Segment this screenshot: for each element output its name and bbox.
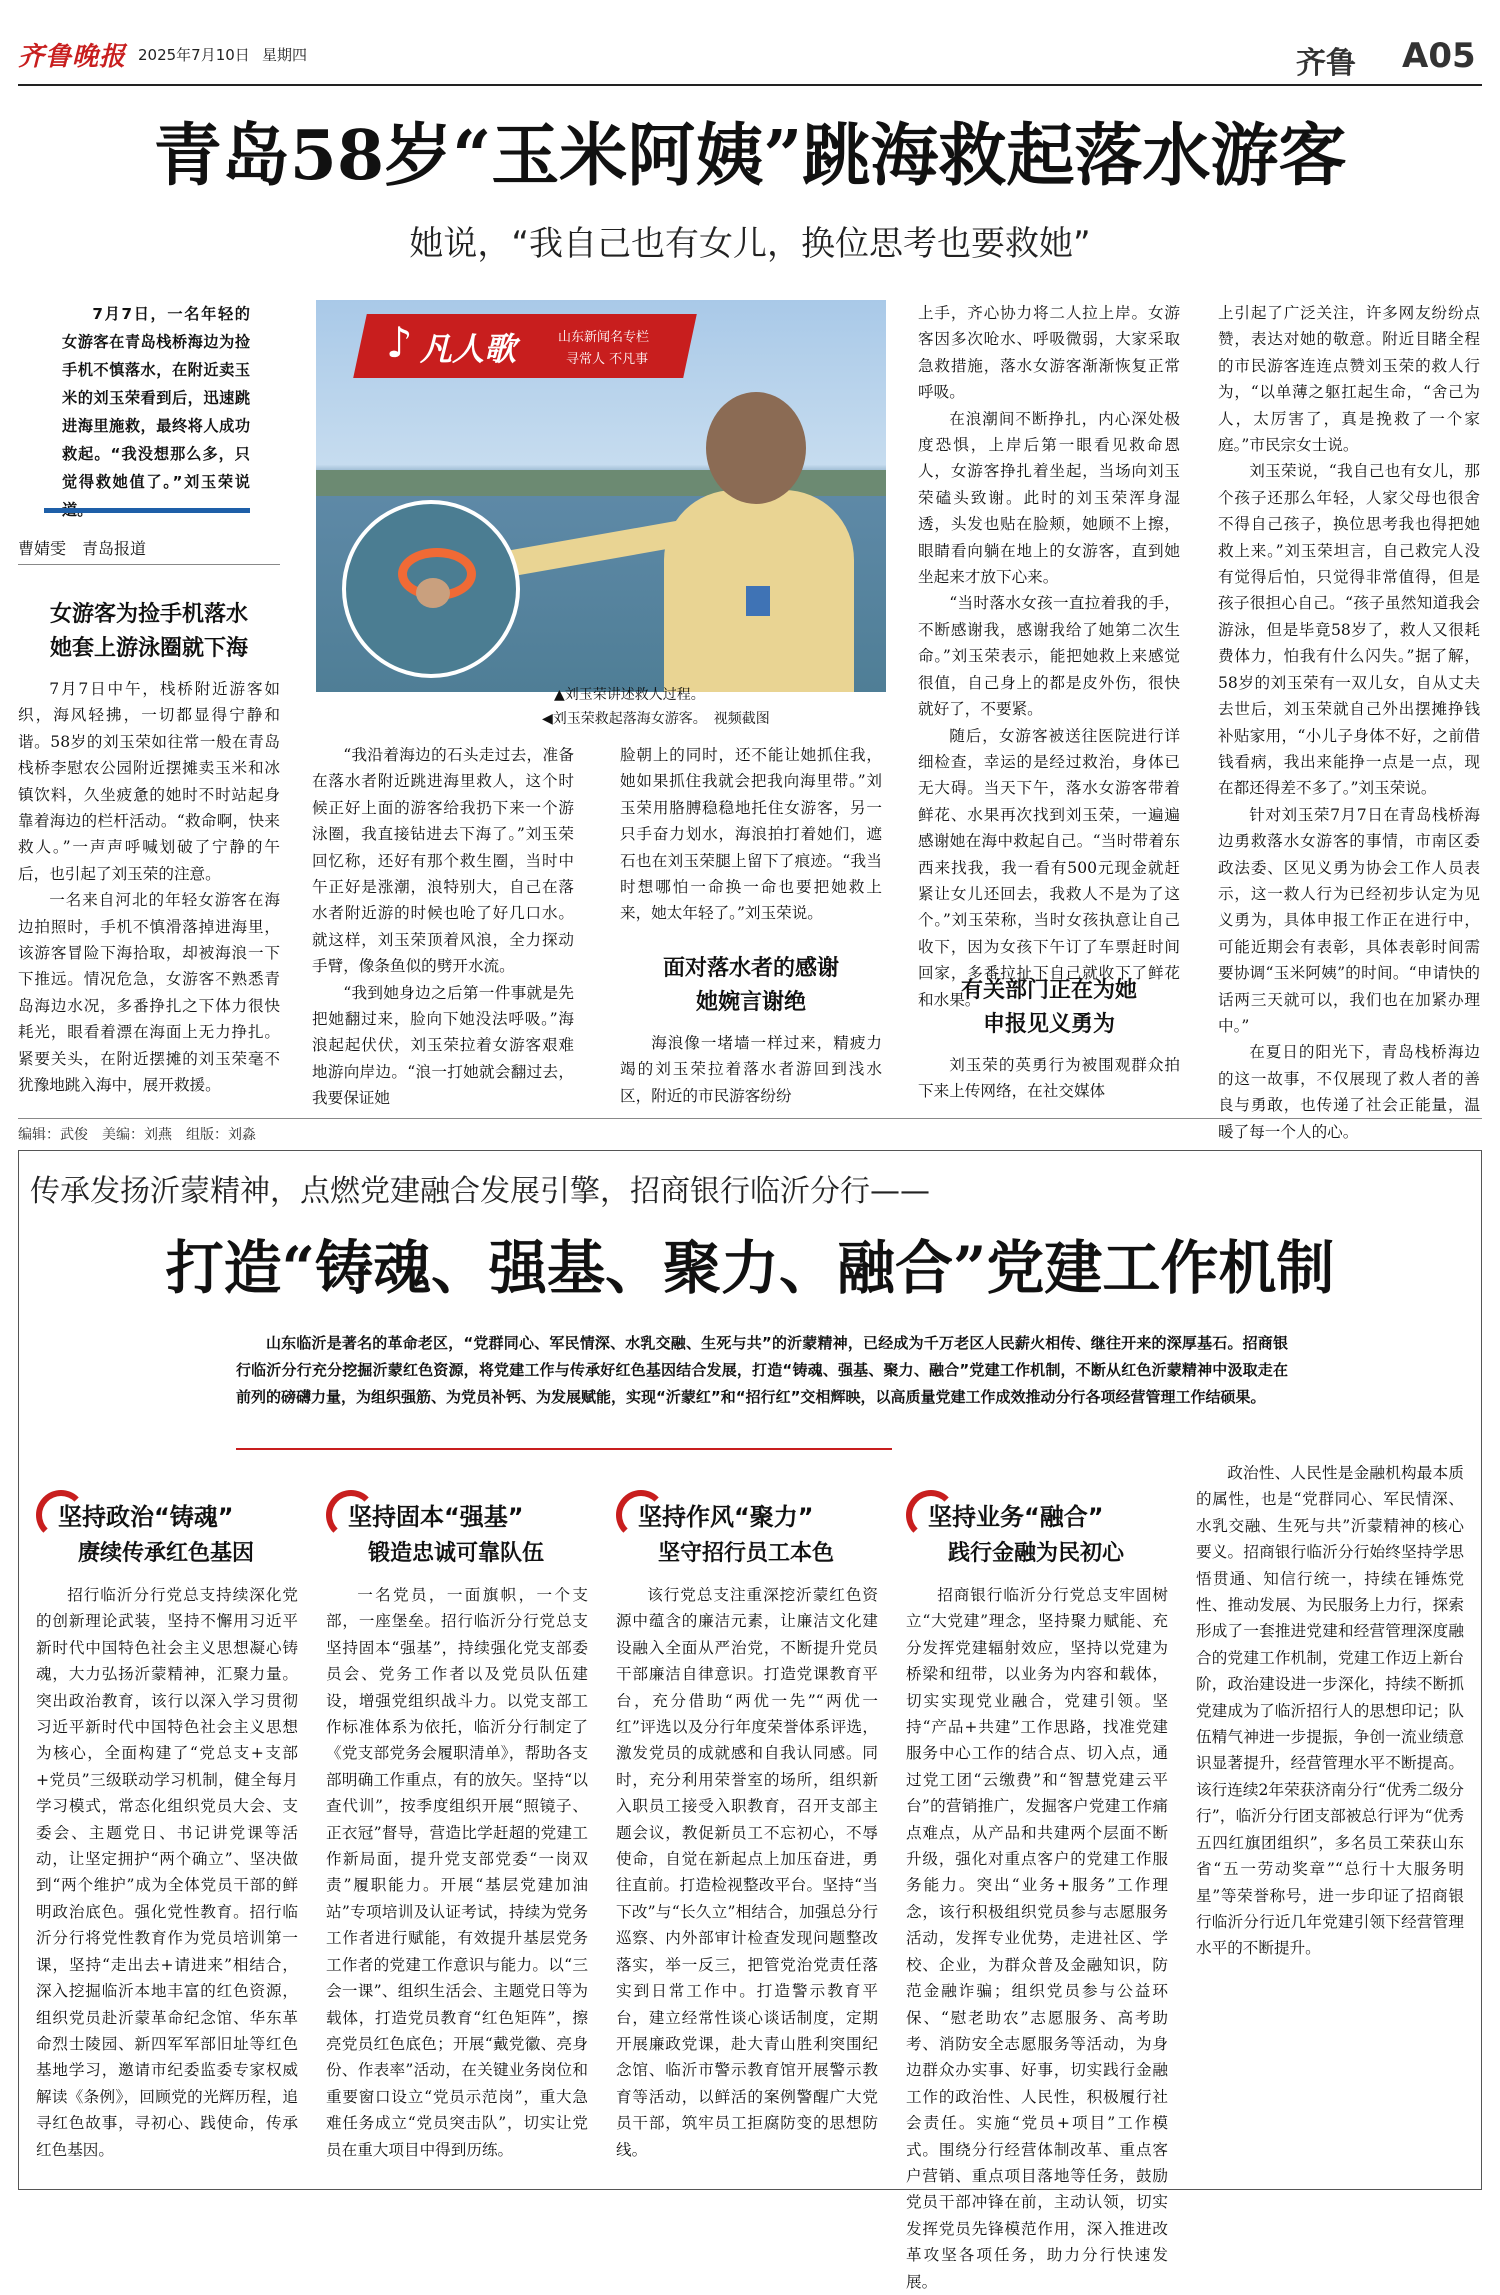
story1-subheadline: 她说，“我自己也有女儿，换位思考也要救她”	[409, 224, 1091, 264]
paragraph: 随后，女游客被送往医院进行详细检查，幸运的是经过救治，身体已无大碍。当天下午，落水女游客带着鲜花、水果再次找到刘玉荣，一遍遍感谢她在海中救起自己。“当时带着东西来找我，我一看有500元现金就赶紧让女儿还回去，我救人不是为了这个。”刘玉荣称，当时女孩执意让自己收下，因为女孩下午订了车票赶时间回家，多番拉扯下自己就收下了鲜花和水果。	[918, 726, 1180, 1009]
paragraph: 针对刘玉荣7月7日在青岛栈桥海边勇救落水女游客的事情，市南区委政法委、区见义勇为协会工作人员表示，这一救人行为已经初步认定为见义勇为，具体申报工作正在进行中，可能近期会有表彰，具体表彰时间需要协调“玉米阿姨”的时间。“申请快的话两三天就可以，我们也在加紧办理中。”	[1218, 805, 1480, 1035]
story1-column-2	[312, 742, 574, 1112]
section-arc-icon	[616, 1490, 666, 1540]
paragraph: 上引起了广泛关注，许多网友纷纷点赞，表达对她的敬意。附近目睹全程的市民游客连连点赞刘玉荣的救人行为，“以单薄之躯扛起生命，“舍己为人，太厉害了，真是挽救了一个家庭。”市民宗女士说。	[1218, 304, 1480, 455]
section-title: 坚持政治“铸魂”	[58, 1503, 234, 1531]
newspaper-logo: 齐鲁晚报	[18, 42, 127, 72]
column-tag-line2: 寻常人 不凡事	[566, 352, 649, 367]
story1-column-5	[1218, 300, 1480, 1145]
section-title: 坚持作风“聚力”	[638, 1503, 814, 1531]
section-foundation	[326, 1490, 588, 2159]
story2-intro: 山东临沂是著名的革命老区，“党群同心、军民情深、水乳交融、生死与共”的沂蒙精神，已经成为千万老区人民薪火相传、继往开来的深厚基石。招商银行临沂分行充分挖掘沂蒙红色资源，将党建工作与传承好红色基因结合发展，打造“铸魂、强基、聚力、融合”党建工作机制，不断从红色沂蒙精神中汲取走在前列的磅礴力量，为组织强筋、为党员补钙、为发展赋能，实现“沂蒙红”和“招行红”交相辉映，以高质量党建工作成效推动分行各项经营管理工作结硕果。	[236, 1334, 1288, 1406]
story2-headline: 打造“铸魂、强基、聚力、融合”党建工作机制	[165, 1234, 1335, 1302]
byline-rule	[18, 564, 280, 565]
paragraph: 一名来自河北的年轻女游客在海边拍照时，手机不慎滑落掉进海里，该游客冒险下海拾取，却被海浪一下下推远。情况危急，女游客不熟悉青岛海边水况，多番挣扎之下体力很快耗光，眼看着漂在海面上无力挣扎。紧要关头，在附近摆摊的刘玉荣毫不犹豫地跳入海中，展开救援。	[18, 891, 280, 1095]
story1-photo	[316, 300, 886, 692]
section-name: 齐鲁	[1296, 46, 1356, 81]
story1-column-4	[918, 300, 1180, 1013]
column-tag-line1: 山东新闻名专栏	[558, 330, 650, 345]
story1-byline: 曹婧雯 青岛报道	[18, 539, 147, 558]
paragraph: 该行党总支注重深挖沂蒙红色资源中蕴含的廉洁元素，让廉洁文化建设融入全面从严治党，不断提升党员干部廉洁自律意识。打造党课教育平台，充分借助“两优一先”“两优一红”评选以及分行年度荣誉体系评选，激发党员的成就感和自我认同感。同时，充分利用荣誉室的场所，组织新入职员工接受入职教育，召开支部主题会议，教促新员工不忘初心，不辱使命，自觉在新起点上加压奋进，勇往直前。打造检视整改平台。坚持“当下改”与“长久立”相结合，加强总分行巡察、内外部审计检查发现问题整改落实，举一反三，把管党治党责任落实到日常工作中。打造警示教育平台，建立经常性谈心谈话制度，定期开展廉政党课，赴大青山胜利突围纪念馆、临沂市警示教育馆开展警示教育等活动，以鲜活的案例警醒广大党员干部，筑牢员工拒腐防变的思想防线。	[616, 1586, 878, 2159]
paragraph: 政治性、人民性是金融机构最本质的属性，也是“党群同心、军民情深、水乳交融、生死与共”沂蒙精神的核心要义。招商银行临沂分行始终坚持学思悟贯通、知信行统一，持续在锤炼党性、推动发展、为民服务上力行，探索形成了一套推进党建和经营管理深度融合的党建工作机制，党建工作迈上新台阶，政治建设进一步深化，持续不断抓党建成为了临沂招行人的思想印记；队伍精气神进一步提振，争创一流业绩意识显著提升，经营管理水平不断提高。该行连续2年荣获济南分行“优秀二级分行”，临沂分行团支部被总行评为“优秀五四红旗团组织”，多名员工荣获山东省“五一劳动奖章”“总行十大服务明星”等荣誉称号，进一步印证了招商银行临沂分行近几年党建引领下经营管理水平的不断提升。	[1196, 1464, 1464, 1958]
paragraph: “我沿着海边的石头走过去，准备在落水者附近跳进海里救人，这个时候正好上面的游客给我扔下来一个游泳圈，我直接钻进去下海了。”刘玉荣回忆称，还好有那个救生圈，当时中午正好是涨潮，浪特别大，自己在落水者附近游的时候也呛了好几口水。就这样，刘玉荣顶着风浪，全力探动手臂，像条鱼似的劈开水流。	[312, 746, 574, 976]
section-subtitle: 赓续传承红色基因	[78, 1541, 255, 1566]
section-arc-icon	[906, 1490, 956, 1540]
story1-column-3b	[620, 1030, 882, 1109]
paragraph: 招商银行临沂分行党总支牢固树立“大党建”理念，坚持聚力赋能、充分发挥党建辐射效应，坚持以党建为桥梁和纽带，以业务为内容和载体，切实实现党业融合，党建引领。坚持“产品+共建”工作思路，找准党建服务中心工作的结合点、切入点，通过党工团“云缴费”和“智慧党建云平台”的营销推广，发掘客户党建工作痛点难点，从产品和共建两个层面不断升级，强化对重点客户的党建工作服务能力。突出“业务+服务”工作理念，该行积极组织党员参与志愿服务活动，发挥专业优势，走进社区、学校、企业，为群众普及金融知识，防范金融诈骗；组织党员参与公益环保、“慰老助农”志愿服务、高考助考、消防安全志愿服务等活动，为身边群众办实事、好事，切实践行金融工作的政治性、人民性，积极履行社会责任。实施“党员+项目”工作模式。围绕分行经营体制改革、重点客户营销、重点项目落地等任务，鼓励党员干部冲锋在前，主动认领，切实发挥党员先锋模范作用，深入推进改革攻坚各项任务，助力分行快速发展。	[906, 1586, 1168, 2291]
issue-weekday: 星期四	[262, 46, 308, 64]
section-body	[326, 1582, 588, 2159]
photo-head	[706, 392, 806, 504]
section-subtitle: 锻造忠诚可靠队伍	[368, 1541, 545, 1566]
photo-arm	[491, 519, 692, 579]
story1-subhead-2: 面对落水者的感谢 她婉言谢绝	[662, 956, 839, 1015]
music-note-icon: ♪	[386, 318, 413, 367]
paragraph: 在夏日的阳光下，青岛栈桥海边的这一故事，不仅展现了救人者的善良与勇敢，也传递了社会正能量，温暖了每一个人的心。	[1218, 1043, 1480, 1141]
issue-date: 2025年7月10日	[138, 46, 250, 64]
paragraph: 刘玉荣说，“我自己也有女儿，那个孩子还那么年轻，人家父母也很舍不得自己孩子，换位思考我也得把她救上来。”刘玉荣坦言，自己救完人没有觉得后怕，只觉得非常值得，但是孩子很担心自己。“孩子虽然知道我会游泳，但是毕竟58岁了，救人又很耗费体力，怕我有什么闪失。”据了解，58岁的刘玉荣有一双儿女，自从丈夫去世后，刘玉荣就自己外出摆摊挣钱补贴家用，“小儿子身体不好，之前借钱看病，我出来能挣一点是一点，现在都还得差不多了。”刘玉荣说。	[1218, 462, 1480, 798]
story1-subhead-3: 有关部门正在为她 申报见义勇为	[960, 978, 1137, 1037]
masthead-rule	[18, 84, 1482, 86]
section-body	[906, 1582, 1168, 2291]
section-title: 坚持固本“强基”	[348, 1503, 524, 1531]
section-business	[906, 1490, 1168, 2291]
section-body	[616, 1582, 878, 2159]
paragraph: 海浪像一堵墙一样过来，精疲力竭的刘玉荣拉着落水者游回到浅水区，附近的市民游客纷纷	[620, 1034, 882, 1105]
photo-caption-1: ▲刘玉荣讲述救人过程。	[554, 687, 705, 703]
section-arc-icon	[36, 1490, 86, 1540]
credits-rule	[18, 1118, 1482, 1119]
section-subtitle: 践行金融为民初心	[948, 1541, 1125, 1566]
paragraph: 刘玉荣的英勇行为被围观群众拍下来上传网络，在社交媒体	[918, 1056, 1180, 1101]
paragraph: 在浪潮间不断挣扎，内心深处极度恐惧，上岸后第一眼看见救命恩人，女游客挣扎着坐起，当场向刘玉荣磕头致谢。此时的刘玉荣浑身湿透，头发也贴在脸颊，她顾不上擦，眼睛看向躺在地上的女游客，直到她坐起来才放下心来。	[918, 409, 1180, 587]
story2-kicker: 传承发扬沂蒙精神，点燃党建融合发展引擎，招商银行临沂分行——	[30, 1174, 930, 1209]
page-number: A05	[1402, 36, 1476, 76]
story1-column-4b	[918, 1052, 1180, 1105]
column-tag-title: 凡人歌	[420, 330, 517, 368]
paragraph: “我到她身边之后第一件事就是先把她翻过来，脸向下她没法呼吸。”海浪起起伏伏，刘玉荣拉着女游客艰难地游向岸边。“浪一打她就会翻过去，我要保证她	[312, 983, 574, 1108]
story1-headline: 青岛58岁“玉米阿姨”跳海救起落水游客	[153, 116, 1347, 196]
paragraph: 招行临沂分行党总支持续深化党的创新理论武装，坚持不懈用习近平新时代中国特色社会主义思想凝心铸魂，大力弘扬沂蒙精神，汇聚力量。突出政治教育，该行以深入学习贯彻习近平新时代中国特色社会主义思想为核心，全面构建了“党总支+支部+党员”三级联动学习机制，健全每月学习模式，常态化组织党员大会、支委会、主题党日、书记讲党课等活动，让坚定拥护“两个确立”、坚决做到“两个维护”成为全体党员干部的鲜明政治底色。强化党性教育。招行临沂分行将党性教育作为党员培训第一课，坚持“走出去+请进来”相结合，深入挖掘临沂本地丰富的红色资源，组织党员赴沂蒙革命纪念馆、华东革命烈士陵园、新四军军部旧址等红色基地学习，邀请市纪委监委专家权威解读《条例》，回顾党的光辉历程，追寻红色故事，寻初心、践使命，传承红色基因。	[36, 1586, 298, 2159]
paragraph: 7月7日中午，栈桥附近游客如织，海风轻拂，一切都显得宁静和谐。58岁的刘玉荣如往常一般在青岛栈桥李慰农公园附近摆摊卖玉米和冰镇饮料，久坐疲惫的她时不时站起身靠着海边的栏杆活动。“救命啊，快来救人。”一声声呼喊划破了宁静的午后，也引起了刘玉荣的注意。	[18, 680, 280, 883]
story1-lede: 7月7日，一名年轻的女游客在青岛栈桥海边为捡手机不慎落水，在附近卖玉米的刘玉荣看到后，迅速跳进海里施救，最终将人成功救起。“我没想那么多，只觉得救她值了。”刘玉荣说	[62, 305, 250, 491]
paragraph: 上手，齐心协力将二人拉上岸。女游客因多次呛水、呼吸微弱，大家采取急救措施，落水女游客渐渐恢复正常呼吸。	[918, 304, 1180, 402]
paragraph: 一名党员，一面旗帜，一个支部，一座堡垒。招行临沂分行党总支坚持固本“强基”，持续强化党支部委员会、党务工作者以及党员队伍建设，增强党组织战斗力。以党支部工作标准体系为依托，临沂分行制定了《党支部党务会履职清单》，帮助各支部明确工作重点，有的放矢。坚持“以查代训”，按季度组织开展“照镜子、正衣冠”督导，营造比学赶超的党建工作新局面，提升党支部党委“一岗双责”履职能力。开展“基层党建加油站”专项培训及认证考试，持续为党务工作者进行赋能，有效提升基层党务工作者的党建工作意识与能力。以“三会一课”、组织生活会、主题党日等为载体，打造党员教育“红色矩阵”，擦亮党员红色底色；开展“戴党徽、亮身份、作表率”活动，在关键业务岗位和重要窗口设立“党员示范岗”，重大急难任务成立“党员突击队”，切实让党员在重大项目中得到历练。	[326, 1586, 588, 2159]
story1-column-3	[620, 742, 882, 927]
inset-swimmer	[416, 578, 450, 608]
section-arc-icon	[326, 1490, 376, 1540]
story1-subhead-1: 女游客为捡手机落水 她套上游泳圈就下海	[49, 602, 248, 661]
paragraph: “当时落水女孩一直拉着我的手，不断感谢我，感谢我给了她第二次生命。”刘玉荣表示，能把她救上来感觉很值，自己身上的都是皮外伤，很快就好了，不要紧。	[918, 594, 1180, 719]
section-style	[616, 1490, 878, 2159]
section-title: 坚持业务“融合”	[928, 1503, 1104, 1531]
story1-column-1	[18, 676, 280, 1099]
editor-credits: 编辑：武俊 美编：刘燕 组版：刘淼	[18, 1127, 256, 1143]
photo-badge	[746, 586, 770, 616]
section-body	[36, 1582, 298, 2159]
lede-rule	[44, 508, 250, 513]
story2-closing-column	[1196, 1460, 1464, 2180]
column-tag	[353, 314, 697, 378]
photo-inset	[342, 500, 520, 678]
section-subtitle: 坚守招行员工本色	[658, 1541, 835, 1566]
paragraph: 脸朝上的同时，还不能让她抓住我，她如果抓住我就会把我向海里带。”刘玉荣用胳膊稳稳地托住女游客，另一只手奋力划水，海浪拍打着她们，遮石也在刘玉荣腿上留下了痕迹。“我当时想哪怕一命换一命也要把她救上来，她太年轻了。”刘玉荣说。	[620, 746, 882, 923]
intro-rule	[236, 1448, 892, 1450]
section-politics	[36, 1490, 298, 2159]
photo-caption-2: ◀刘玉荣救起落海女游客。 视频截图	[542, 711, 770, 727]
